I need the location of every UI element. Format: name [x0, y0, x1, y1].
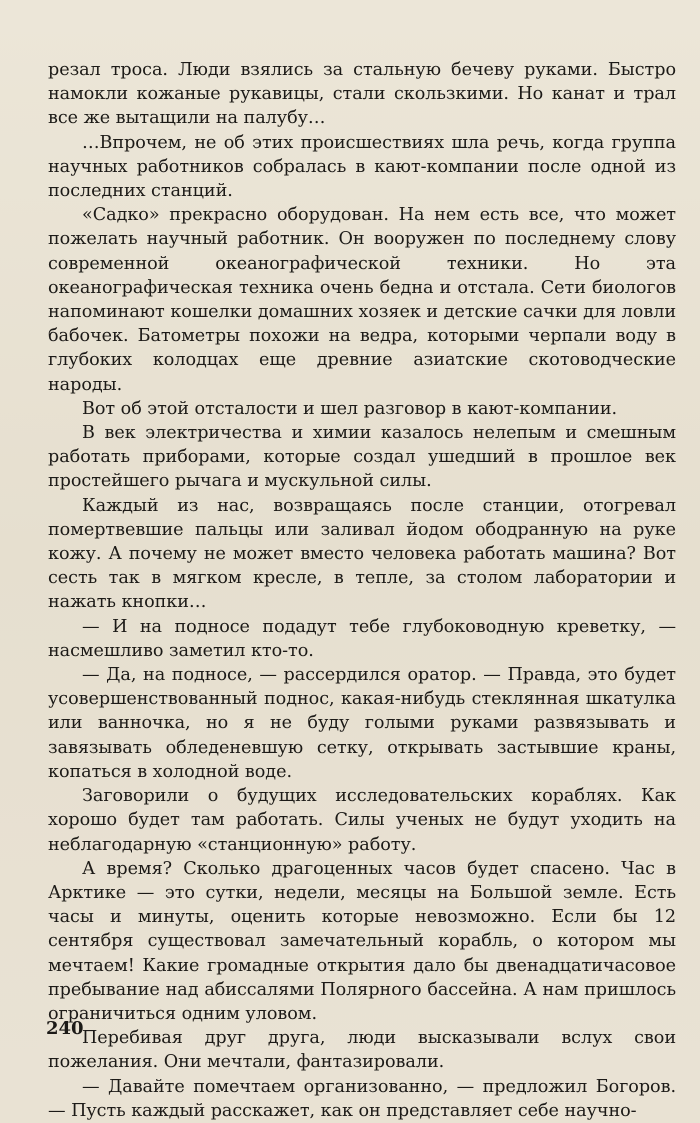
body-text	[48, 58, 676, 1123]
page-number: 240	[46, 1018, 84, 1039]
paragraph: …Впрочем, не об этих происшествиях шла речь, когда группа научных работников собралась в кают-компании после одной из последних станций.	[48, 132, 676, 202]
paragraph: Каждый из нас, возвращаясь после станции, отогревал помертвевшие пальцы или заливал йодом ободранную на руке кожу. А почему не может вместо человека работать машина? Вот сесть так в мягком кресле, в тепле, за столом лаборатории и нажать кнопки…	[48, 495, 676, 613]
paragraph: «Садко» прекрасно оборудован. На нем есть все, что может пожелать научный работник. Он вооружен по последнему слову современной океанографической техники. Но эта океанографическая техника очень бедна и отстала. Сети биологов напоминают кошелки домашних хозяек и детские сачки для ловли бабочек. Батометры похожи на ведра, которыми черпали воду в глубоких колодцах еще древние азиатские скотоводческие народы.	[48, 205, 676, 395]
paragraph: Перебивая друг друга, люди высказывали вслух свои пожелания. Они мечтали, фантазировали.	[48, 1028, 676, 1073]
paragraph: — И на подносе подадут тебе глубоководную креветку, — насмешливо заметил кто-то.	[48, 616, 676, 661]
paragraph: резал троса. Люди взялись за стальную бечеву руками. Быстро намокли кожаные рукавицы, стали скользкими. Но канат и трал все же вытащили на палубу…	[48, 60, 676, 129]
paragraph: — Давайте помечтаем организованно, — предложил Богоров. — Пусть каждый расскажет, как он представляет себе научно-	[48, 1076, 676, 1121]
paragraph: Заговорили о будущих исследовательских кораблях. Как хорошо будет там работать. Силы ученых не будут уходить на неблагодарную «станционную» работу.	[48, 786, 676, 855]
paragraph: В век электричества и химии казалось нелепым и смешным работать приборами, которые создал ушедший в прошлое век простейшего рычага и мускульной силы.	[48, 423, 676, 492]
paragraph: А время? Сколько драгоценных часов будет спасено. Час в Арктике — это сутки, недели, месяцы на Большой земле. Есть часы и минуты, оценить которые невозможно. Если бы 12 сентября существовал замечательный корабль, о котором мы мечтаем! Какие громадные открытия дало бы двенадцатичасовое пребывание над абиссалями Полярного бассейна. А нам пришлось ограничиться одним уловом.	[48, 858, 676, 1024]
paragraph: Вот об этой отсталости и шел разговор в кают-компании.	[82, 398, 618, 419]
paragraph: — Да, на подносе, — рассердился оратор. — Правда, это будет усовершенствованный поднос, какая-нибудь стеклянная шкатулка или ванночка, но я не буду голыми руками развязывать и завязывать обледеневшую сетку, открывать застывшие краны, копаться в холодной воде.	[48, 665, 676, 782]
